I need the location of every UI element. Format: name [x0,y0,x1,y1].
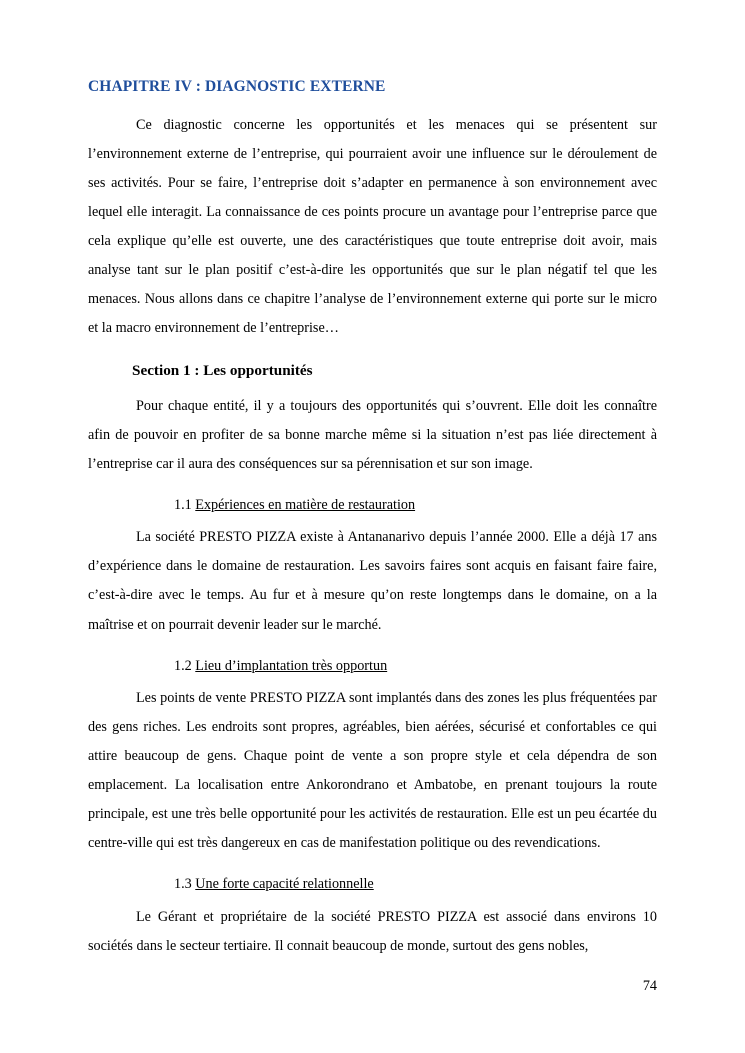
subsection-title-2: Lieu d’implantation très opportun [195,657,388,674]
subsection-heading-1 [88,493,657,517]
subsection-number-3: 1.3 [174,876,196,893]
subsection-number-2: 1.2 [174,657,196,674]
section-paragraph: Pour chaque entité, il y a toujours des opportunités qui s’ouvrent. Elle doit les connaître afin de pouvoir en profiter de sa bonne marche même si la situation n’est pas liée directement à l’entreprise car il aura des conséquences sur sa pérennisation et sur son image. [88,397,657,472]
subsection-paragraph-2: Les points de vente PRESTO PIZZA sont implantés dans des zones les plus fréquentées par des gens riches. Les endroits sont propres, agréables, bien aérées, sécurisé et confortables ce qui attire beaucoup de gens. Chaque point de vente a son propre style et cela dépendra de son emplacement. La localisation entre Ankorondrano et Ambatobe, en prenant toujours la route principale, est une très belle opportunité pour les activités de restauration. Elle est un peu écartée du centre-ville qui est très dangereux en cas de manifestation politique ou des revendications. [88,689,657,852]
chapter-title: CHAPITRE IV : DIAGNOSTIC EXTERNE [88,78,386,95]
subsection-heading-2 [88,654,657,678]
subsection-paragraph-3: Le Gérant et propriétaire de la société PRESTO PIZZA est associé dans environs 10 sociétés dans le secteur tertiaire. Il connait beaucoup de monde, surtout des gens nobles, [88,908,657,954]
subsection-title-1: Expériences en matière de restauration [195,497,416,514]
intro-paragraph: Ce diagnostic concerne les opportunités et les menaces qui se présentent sur l’environnement externe de l’entreprise, qui pourraient avoir une influence sur le déroulement de ses activités. Pour se faire, l’entreprise doit s’adapter en permanence à son environnement avec lequel elle interagit. La connaissance de ces points procure un avantage pour l’entreprise parce que cela explique qu’elle est ouverte, une des caractéristiques que toute entreprise doit avoir, mais analyse tant sur le plan positif c’est-à-dire les opportunités que sur le plan négatif tel que les menaces. Nous allons dans ce chapitre l’analyse de l’environnement externe qui porte sur le micro et la macro environnement de l’entreprise… [88,116,657,337]
subsection-number-1: 1.1 [174,497,196,514]
subsection-title-3: Une forte capacité relationnelle [195,876,374,893]
subsection-heading-3 [88,872,657,896]
section-heading: Section 1 : Les opportunités [132,362,313,380]
page-number: 74 [642,978,657,994]
subsection-paragraph-1: La société PRESTO PIZZA existe à Antananarivo depuis l’année 2000. Elle a déjà 17 ans d’expérience dans le domaine de restauration. Les savoirs faires sont acquis en faisant faire faire, c’est-à-dire avec le temps. Au fur et à mesure qu’on reste longtemps dans le domaine, on a la maîtrise et on pourrait devenir leader sur le marché. [88,529,657,633]
